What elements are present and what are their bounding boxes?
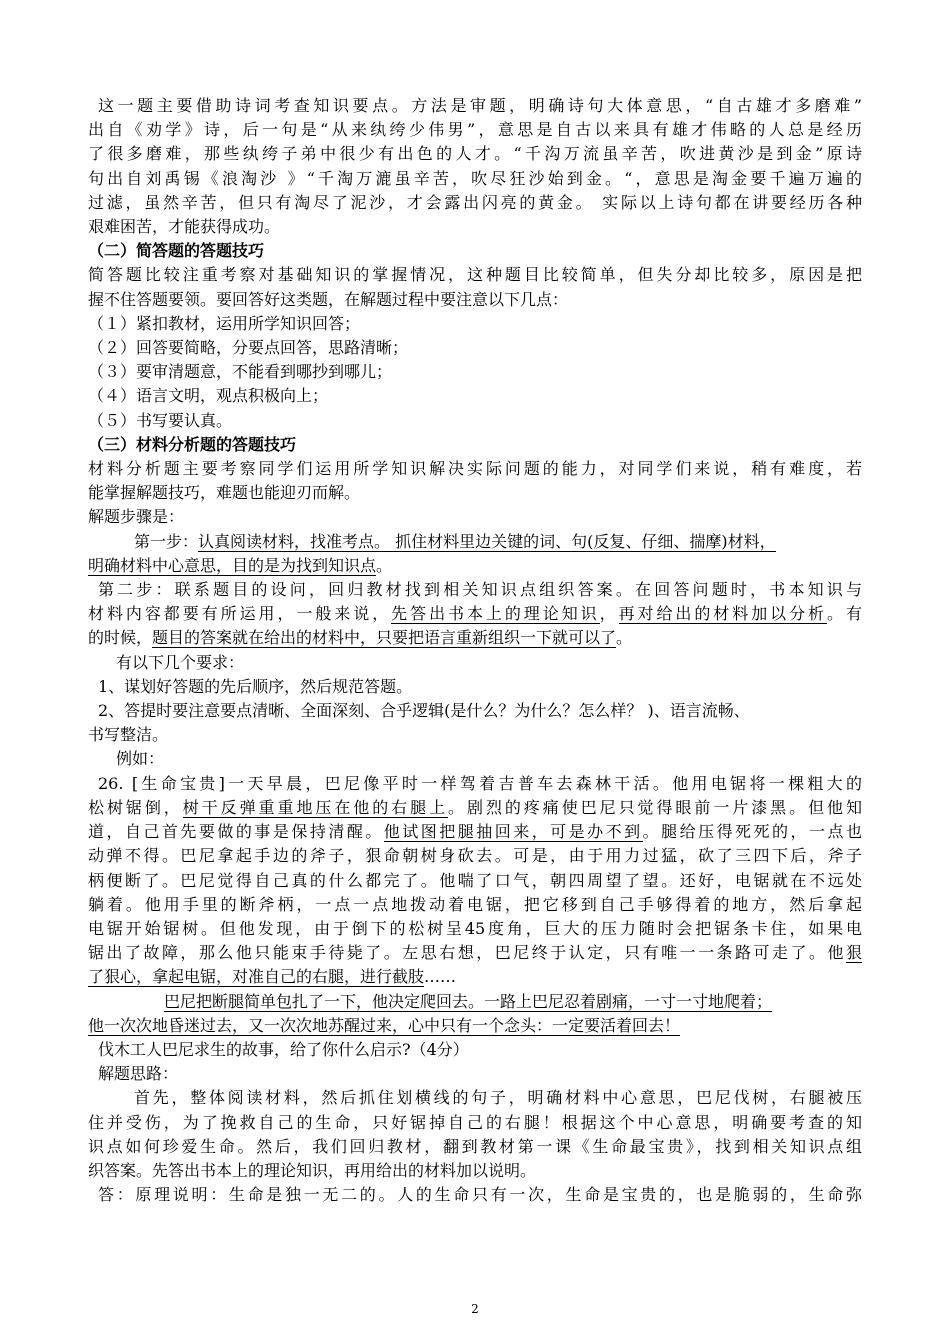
underlined-text: 再对给出的材料加以分析 — [618, 604, 827, 624]
underlined-text: 他一次次地昏迷过去，又一次次地苏醒过来，心中只有一个念头：一定要活着回去！ — [88, 1015, 681, 1035]
text-segment: 道，自己首先要做的事是保持清醒。 — [88, 822, 384, 842]
text-line — [88, 1014, 862, 1038]
underlined-text: 题目的答案就在给出的材料中，只要把语言重新组织一下就可以了 — [152, 628, 617, 648]
text-line — [88, 990, 862, 1014]
text-line: 出自《劝学》诗，后一句是“从来纨绔少伟男”，意思是自古以来具有雄才伟略的人总是经历 — [88, 120, 862, 140]
text-line: 电锯开始锯树。但他发现，由于倒下的松树呈45度角，巨大的压力随时会把锯条卡住，如果电 — [88, 918, 862, 938]
text-line — [88, 941, 862, 965]
text-line: 书写整洁。 — [88, 725, 169, 745]
text-segment: 。 — [376, 555, 393, 575]
text-line: 例如： — [116, 749, 165, 769]
text-line — [88, 602, 862, 626]
text-segment: 。剧烈的疼痛使巴尼只觉得眼前一片漆黑。但他知 — [448, 797, 862, 817]
text-line: 答：原理说明：生命是独一无二的。人的生命只有一次，生命是宝贵的，也是脆弱的，生命弥 — [98, 1185, 862, 1205]
text-line: 能掌握解题技巧，难题也能迎刃而解。 — [88, 483, 361, 503]
text-line: 简答题比较注重考察对基础知识的掌握情况，这种题目比较简单，但失分却比较多，原因是把 — [88, 265, 862, 285]
underlined-text: 了狠心，拿起电锯，对准自己的右腿，进行截肢 — [88, 967, 425, 987]
text-line: （２）回答要简略，分要点回答，思路清晰； — [88, 338, 409, 358]
text-line: 伐木工人巴尼求生的故事，给了你什么启示?（4分） — [98, 1039, 469, 1059]
text-segment: 。腿给压得死死的，一点也 — [642, 822, 862, 842]
text-line: 过滤，虽然辛苦，但只有淘尽了泥沙，才会露出闪亮的黄金。 实际以上诗句都在讲要经历各种 — [88, 192, 862, 212]
page-number: 2 — [471, 1302, 479, 1316]
underlined-text: 狠 — [845, 943, 862, 963]
document-body — [88, 94, 862, 1207]
text-line: 柄便断了。巴尼觉得自己真的什么都完了。他喘了口气，朝四周望了望。还好，电锯就在不远处 — [88, 870, 862, 890]
text-line: 躺着。他用手里的断斧柄，一点一点地拨动着电锯，把它移到自己手够得着的地方，然后拿起 — [88, 894, 862, 914]
text-segment: 松树锯倒， — [88, 797, 183, 817]
text-segment: 。有 — [827, 604, 862, 624]
underlined-text: 认真阅读材料，找准考点。 抓住材料里边关键的词、句(反复、仔细、揣摩)材料， — [198, 531, 776, 551]
text-segment: 材料内容都要有所运用，一般来说， — [88, 604, 392, 624]
text-segment: …… — [424, 967, 457, 987]
text-line: 动弹不得。巴尼拿起手边的斧子，狠命朝树身砍去。可是，由于用力过猛，砍了三四下后，斧子 — [88, 846, 862, 866]
text-line: （二）简答题的答题技巧 — [88, 241, 265, 261]
text-line: （５）书写要认真。 — [88, 410, 233, 430]
text-line: 解题思路： — [98, 1064, 179, 1084]
text-line — [88, 820, 862, 844]
text-line: 住并受伤，为了挽救自己的生命，只好锯掉自己的右腿！根据这个中心意思，明确要考查的知 — [88, 1112, 862, 1132]
underlined-text: 明确材料中心意思，目的是为找到知识点 — [88, 555, 377, 575]
text-line: 织答案。先答出书本上的理论知识，再用给出的材料加以说明。 — [88, 1160, 537, 1180]
text-line: （４）语言文明，观点积极向上； — [88, 386, 329, 406]
text-segment: 锯出了故障，那么他只能束手待毙了。左思右想，巴尼终于认定，只有唯一一条路可走了。他 — [88, 943, 846, 963]
underlined-text: 巴尼把断腿简单包扎了一下，他决定爬回去。一路上巴尼忍着剧痛，一寸一寸地爬着； — [164, 991, 773, 1011]
text-line: 26. [生命宝贵]一天早晨，巴尼像平时一样驾着吉普车去森林干活。他用电锯将一棵粗大的 — [98, 773, 862, 793]
text-line: 材料分析题主要考察同学们运用所学知识解决实际问题的能力，对同学们来说，稍有难度，若 — [88, 459, 862, 479]
text-segment: 的时候， — [88, 628, 153, 648]
text-line — [88, 554, 862, 578]
text-line: （三）材料分析题的答题技巧 — [88, 434, 297, 454]
text-line: 了很多磨难，那些纨绔子弟中很少有出色的人才。“千沟万流虽辛苦，吹进黄沙是到金”原诗 — [88, 144, 862, 164]
text-line: 握不住答题要领。要回答好这类题，在解题过程中要注意以下几点： — [88, 289, 569, 309]
text-segment: 第一步： — [134, 531, 199, 551]
text-line: 艰难困苦，才能获得成功。 — [88, 217, 281, 237]
text-line — [88, 965, 862, 989]
text-line: 句出自刘禹锡《浪淘沙 》“千淘万漉虽辛苦，吹尽狂沙始到金。“，意思是淘金要千遍万遍的 — [88, 168, 862, 188]
text-line: 这一题主要借助诗词考查知识要点。方法是审题，明确诗句大体意思，“自古雄才多磨难” — [98, 96, 862, 115]
text-line — [88, 530, 862, 554]
text-segment: 。 — [616, 628, 633, 648]
text-line: （１）紧扣教材，运用所学知识回答； — [88, 313, 361, 333]
underlined-text: 先答出书本上的理论知识 — [391, 604, 600, 624]
text-line — [88, 796, 862, 820]
text-line: 识点如何珍爱生命。然后，我们回归教材，翻到教材第一课《生命最宝贵》，找到相关知识点组 — [88, 1136, 862, 1156]
text-line: 解题步骤是： — [88, 507, 185, 527]
underlined-text: 树干反弹重重地压在他的右腿上 — [182, 797, 449, 817]
text-line: 有以下几个要求： — [116, 652, 245, 672]
underlined-text: 他试图把腿抽回来，可是办不到 — [383, 822, 643, 842]
text-line: （３）要审清题意，不能看到哪抄到哪儿； — [88, 362, 393, 382]
text-line: 1、谋划好答题的先后顺序，然后规范答题。 — [98, 676, 413, 696]
text-line: 首先，整体阅读材料，然后抓住划横线的句子，明确材料中心意思，巴尼伐树，右腿被压 — [134, 1088, 862, 1108]
text-line: 2、答提时要注意要点清晰、全面深刻、合乎逻辑(是什么？为什么？怎么样？ )、语言流畅、 — [98, 701, 750, 721]
text-segment: ， — [599, 604, 619, 624]
text-line — [88, 626, 862, 650]
text-line: 第二步：联系题目的设问，回归教材找到相关知识点组织答案。在回答问题时，书本知识与 — [98, 580, 862, 600]
